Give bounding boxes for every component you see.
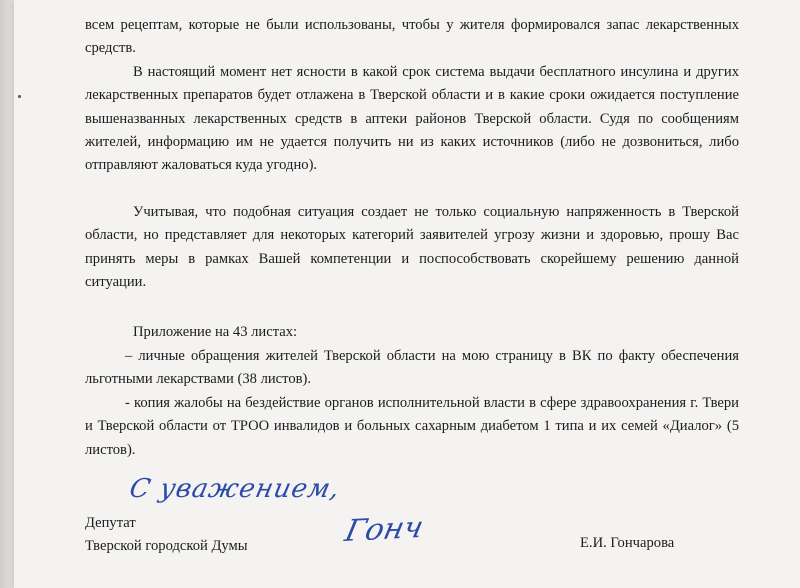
attachment-title: Приложение на 43 листах: <box>133 324 298 341</box>
paragraph-2: В настоящий момент нет ясности в какой срок система выдачи бесплатного инсулина и других лекарственных препаратов будет отлажена в Тверской области и в какие сроки ожидается поступление вышеназванных лекарственных средств в аптеки районов Тверской области. Судя по сообщениям жителей, информацию им не удается получить ни из каких источников (либо не дозвониться, либо отправляют жаловаться куда угодно). <box>85 63 739 174</box>
letter-body <box>85 14 739 462</box>
deputy-line-1: Депутат <box>85 515 136 531</box>
attachment-item-2: - копия жалобы на бездействие органов исполнительной власти в сфере здравоохранения г. Твери и Тверской области от ТРОО инвалидов и больных сахарным диабетом 1 типа и их семей «Диалог» (5 листов). <box>85 394 739 458</box>
punch-mark <box>18 95 21 98</box>
deputy-title <box>85 512 248 559</box>
deputy-line-2: Тверской городской Думы <box>85 538 248 555</box>
handwritten-closing: С уважением, <box>126 474 344 504</box>
handwritten-signature: Гонч <box>341 510 427 549</box>
signer-name: Е.И. Гончарова <box>580 535 675 551</box>
attachment-item-1: – личные обращения жителей Тверской области на мою страницу в ВК по факту обеспечения льготными лекарствами (38 листов). <box>85 347 739 388</box>
paragraph-3: Учитывая, что подобная ситуация создает не только социальную напряженность в Тверской области, но представляет для некоторых категорий заявителей угрозу жизни и здоровью, прошу Вас принять меры в рамках Вашей компетенции и поспособствовать скорейшему решению данной ситуации. <box>85 203 739 291</box>
paragraph-1: всем рецептам, которые не были использованы, чтобы у жителя формировался запас лекарственных средств. <box>85 17 739 57</box>
